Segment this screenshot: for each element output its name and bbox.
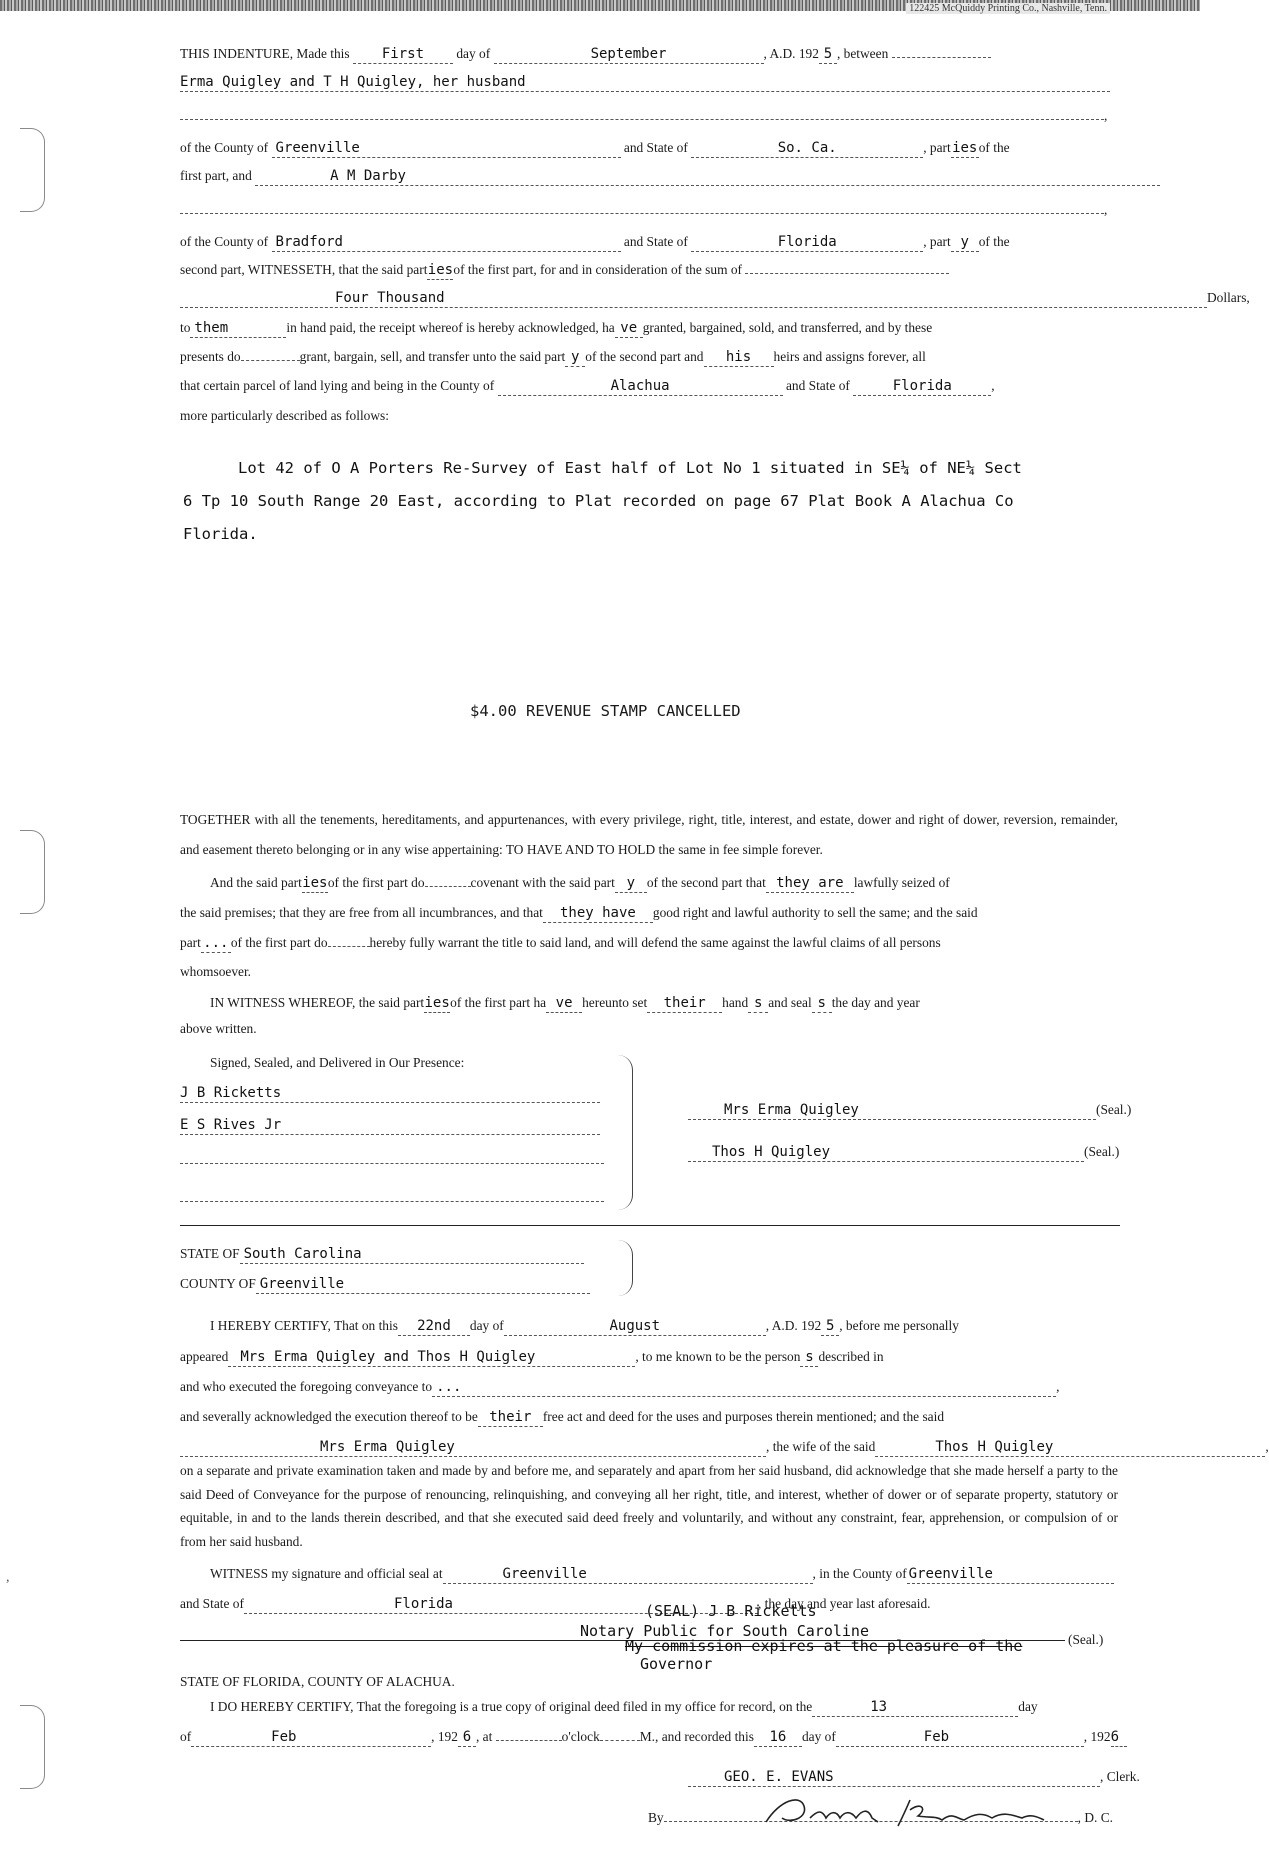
text: that certain parcel of land lying and being in the County of (180, 378, 495, 393)
text: and seal (768, 995, 812, 1010)
text: and State of (785, 378, 850, 393)
grantor-1-signature: Mrs Erma Quigley (688, 1101, 1096, 1120)
their-field: their (647, 994, 722, 1013)
text: day (1018, 1699, 1038, 1714)
punch-hole (20, 830, 45, 914)
filed-day-field: 13 (812, 1698, 1018, 1717)
text: and who executed the foregoing conveyance to (180, 1379, 433, 1394)
section-divider (180, 1225, 1120, 1226)
text: of the second part and (585, 349, 704, 364)
text: STATE OF (180, 1246, 240, 1261)
deputy-clerk-handwritten-signature (760, 1788, 1080, 1830)
text: , (1265, 1439, 1269, 1454)
sum-field: Four Thousand (180, 289, 1207, 308)
seal-label: (Seal.) (1084, 1144, 1120, 1159)
text: THIS INDENTURE, Made this (180, 46, 350, 61)
indenture-line-10 (180, 318, 1118, 340)
they-are-field: they are (766, 874, 854, 893)
county-field: Greenville (272, 139, 621, 158)
ack-line-4 (180, 1407, 1118, 1429)
text: the said premises; that they are free from all incumbrances, and that (180, 905, 543, 920)
text: , at (475, 1729, 493, 1744)
witness-4-line (180, 1188, 610, 1210)
recording-line-1 (210, 1697, 1118, 1719)
indenture-line-13 (180, 406, 1118, 428)
text: Signed, Sealed, and Delivered in Our Presence: (210, 1055, 465, 1070)
ack-day-field: 22nd (398, 1317, 470, 1336)
text: day of (456, 46, 491, 61)
text: I HEREBY CERTIFY, That on this (210, 1318, 398, 1333)
have-suffix-field: ve (546, 994, 582, 1013)
printer-imprint: 122425 McQuiddy Printing Co., Nashville, Tenn. (906, 3, 1110, 14)
text: Dollars, (1207, 290, 1250, 305)
notary-title: Notary Public for South Caroline (580, 1622, 869, 1640)
text: of the first part ha (450, 995, 547, 1010)
text: presents do (180, 349, 241, 364)
ack-witness-line (210, 1564, 1118, 1586)
text: day of (469, 1318, 504, 1333)
text: covenant with the said part (470, 875, 615, 890)
text: and severally acknowledged the execution thereof to be (180, 1409, 478, 1424)
ack-examination-paragraph: on a separate and private examination taken and made by and before me, and separately and apart from her said husband, did acknowledge that she made herself a party to the said Deed of Conveyance for the purpose of renouncing, relinquishing, and conveying all her right, title, and interest, whether of dower or of separate property, statutory or equitable, in and to the lands therein described, and that she executed said deed freely and voluntarily, and without any constraint, fear, apprehension, or compulsion of or from her said husband. (180, 1463, 1118, 1549)
text: of the first part, for and in consideration of the sum of (453, 262, 742, 277)
indenture-line-8 (180, 260, 1118, 282)
habendum-clause: TOGETHER with all the tenements, hereditaments, and appurtenances, with every privilege, right, title, interest, and estate, dower and right of dower, reversion, remainder, and easement thereto belonging or in any wise appertaining: TO HAVE AND TO HOLD the same in fee simple forever. (180, 812, 1118, 857)
text: of the second part that (646, 875, 766, 890)
text: grant, bargain, sell, and transfer unto the said part (299, 349, 566, 364)
presence-line (210, 1053, 1148, 1075)
text: , 192 (431, 1729, 458, 1744)
indenture-line-11 (180, 347, 1118, 369)
text: hereunto set (582, 995, 648, 1010)
text: , Clerk. (1100, 1769, 1140, 1784)
they-have-field: they have (543, 904, 653, 923)
blank-field (180, 119, 1104, 120)
description-line-3: Florida. (183, 525, 258, 543)
party-suffix-field: y (615, 874, 647, 893)
text: hand (722, 995, 749, 1010)
text: , (991, 378, 995, 393)
text: of the (978, 234, 1010, 249)
ack-names-field: Mrs Erma Quigley and Thos H Quigley (228, 1348, 635, 1367)
wife-field: Mrs Erma Quigley (180, 1438, 766, 1457)
witness-1-line (180, 1083, 610, 1105)
covenant-line-1 (210, 873, 1118, 895)
text: granted, bargained, sold, and transferred, and by these (642, 320, 933, 335)
heirs-field: his (704, 348, 774, 367)
witness-whereof-line (210, 993, 1118, 1015)
blank-field (425, 886, 471, 887)
ack-line-3 (180, 1377, 1118, 1399)
conveyee-field: ... (432, 1378, 1056, 1397)
blank-field (180, 1201, 604, 1202)
text: whomsoever. (180, 964, 252, 979)
ack-county-field: Greenville (256, 1275, 590, 1294)
witness-2-field: E S Rives Jr (180, 1116, 600, 1135)
indenture-line-7 (180, 232, 1118, 254)
text: of the first part do (327, 875, 425, 890)
ack-state-line (180, 1244, 610, 1266)
day-field: First (353, 45, 453, 64)
text: of the first part do (230, 935, 328, 950)
party-suffix-field: ies (424, 995, 450, 1011)
indenture-line-2 (180, 72, 1118, 94)
recorded-year-field: 6 (1111, 1728, 1127, 1747)
text: , in the County of (812, 1566, 907, 1581)
text: described in (818, 1349, 884, 1364)
ack-line-5 (180, 1437, 1269, 1459)
text: appeared (180, 1349, 229, 1364)
punch-hole (20, 1705, 45, 1789)
ack-bracket (618, 1240, 633, 1296)
recorded-month-field: Feb (836, 1728, 1084, 1747)
text: , to me known to be the person (635, 1349, 801, 1364)
seal-label: (Seal.) (1068, 1632, 1104, 1647)
clerk-name-field: GEO. E. EVANS (688, 1768, 1100, 1787)
ack-county-line (180, 1274, 610, 1296)
text: first part, and (180, 168, 252, 183)
legal-description (183, 452, 1118, 551)
notary-signature: (SEAL) J B Ricketts (645, 1602, 817, 1620)
filed-year-field: 6 (458, 1728, 476, 1747)
text: hereby fully warrant the title to said land, and will defend the same against the lawful claims of all persons (369, 935, 941, 950)
text: , between (836, 46, 889, 61)
seal-label: (Seal.) (1096, 1102, 1132, 1117)
text: M., and recorded this (639, 1729, 754, 1744)
text: And the said part (210, 875, 302, 890)
grantors-field: Erma Quigley and T H Quigley, her husband (180, 73, 1110, 92)
text: and State of (180, 1596, 244, 1611)
text: COUNTY OF (180, 1276, 256, 1291)
text: of (180, 1729, 192, 1744)
text: of the County of (180, 234, 269, 249)
plural-suffix-field: s (748, 994, 768, 1013)
revenue-stamp-note: $4.00 REVENUE STAMP CANCELLED (470, 702, 741, 720)
text: , the wife of the said (766, 1439, 876, 1454)
covenant-line-4 (180, 962, 1118, 984)
filed-month-field: Feb (191, 1728, 431, 1747)
indenture-line-6: , (180, 200, 1118, 222)
plural-suffix-field: s (800, 1348, 818, 1367)
recording-heading (180, 1672, 1118, 1694)
clerk-line (688, 1767, 1140, 1789)
text: and State of (623, 140, 688, 155)
text: By (648, 1810, 664, 1825)
text: , part (923, 234, 951, 249)
party-suffix-field: ies (952, 140, 978, 156)
description-line-2: 6 Tp 10 South Range 20 East, according to Plat recorded on page 67 Plat Book A Alachua Co (183, 492, 1014, 510)
ack-state-of-field: Florida (244, 1595, 758, 1614)
indenture-line-9 (180, 288, 1250, 310)
text: lawfully seized of (853, 875, 950, 890)
text: I DO HEREBY CERTIFY, That the foregoing is a true copy of original deed filed in my office for record, on the (210, 1699, 813, 1714)
text: heirs and assigns forever, all (773, 349, 926, 364)
indenture-line-5 (180, 166, 1118, 188)
plural-suffix-field: s (812, 994, 832, 1013)
commission-governor: Governor (640, 1655, 713, 1673)
description-line-1: Lot 42 of O A Porters Re-Survey of East half of Lot No 1 situated in SE¼ of NE¼ Sect (238, 459, 1022, 477)
recording-line-2 (180, 1727, 1118, 1749)
text: STATE OF FLORIDA, COUNTY OF ALACHUA. (180, 1674, 455, 1689)
covenant-line-3 (180, 933, 1118, 955)
notary-seal-line (1068, 1630, 1128, 1652)
ack-line-1 (210, 1316, 1118, 1338)
state-field: Florida (691, 233, 923, 252)
witness-place-field: Greenville (443, 1565, 813, 1584)
text: , before me personally (839, 1318, 959, 1333)
text: and State of (623, 234, 688, 249)
witness-3-line (180, 1150, 610, 1172)
text: the day and year (831, 995, 920, 1010)
party-suffix-field: ies (427, 262, 454, 278)
text: , A.D. 192 (765, 1318, 822, 1333)
text: , part (923, 140, 951, 155)
text: second part, WITNESSETH, that the said part (180, 262, 428, 277)
grantee-field: A M Darby (255, 167, 1160, 186)
grantor-2-line (688, 1142, 1118, 1164)
text: of the County of (180, 140, 269, 155)
indenture-line-3: , (180, 106, 1118, 128)
their-field: their (478, 1408, 543, 1427)
ack-month-field: August (504, 1317, 766, 1336)
blank-field (180, 213, 1104, 214)
text: o'clock (561, 1729, 600, 1744)
ack-state-field: South Carolina (240, 1245, 584, 1264)
blank-field (496, 1740, 562, 1741)
commission-strikethrough: My commission expires at the pleasure of the (625, 1637, 1023, 1655)
punch-hole (20, 128, 45, 212)
county-field: Bradford (272, 233, 621, 252)
text: to (180, 320, 191, 335)
recorded-day-field: 16 (754, 1728, 802, 1747)
indenture-line-4 (180, 138, 1118, 160)
text: IN WITNESS WHEREOF, the said part (210, 995, 425, 1010)
text: , the day and year last aforesaid. (757, 1596, 931, 1611)
above-written-line (180, 1019, 1118, 1041)
party-suffix-field: y (951, 233, 979, 252)
text: WITNESS my signature and official seal at (210, 1566, 443, 1581)
text: , A.D. 192 (763, 46, 819, 61)
text: part (180, 935, 201, 950)
blank-field (241, 360, 300, 361)
party-suffix-field: ies (302, 875, 328, 891)
blank-field (892, 57, 991, 58)
text: , 192 (1083, 1729, 1111, 1744)
month-field: September (494, 45, 764, 64)
indenture-line-12 (180, 376, 1118, 398)
dots-field: ... (201, 934, 231, 953)
party-suffix-field: y (565, 348, 585, 367)
covenant-line-2 (180, 903, 1118, 925)
text: more particularly described as follows: (180, 408, 389, 423)
witness-2-line (180, 1115, 610, 1137)
text: in hand paid, the receipt whereof is hereby acknowledged, ha (286, 320, 615, 335)
indenture-line-1 (180, 44, 1118, 66)
grantor-1-line (688, 1100, 1132, 1122)
witness-1-field: J B Ricketts (180, 1084, 600, 1103)
signature-bracket (618, 1055, 633, 1210)
text: , D. C. (1077, 1810, 1113, 1825)
margin-mark: , (6, 1570, 10, 1585)
text: good right and lawful authority to sell the same; and the said (652, 905, 978, 920)
county-field: Alachua (498, 377, 783, 396)
text: above written. (180, 1021, 257, 1036)
text: , (1056, 1379, 1060, 1394)
grantor-2-signature: Thos H Quigley (688, 1143, 1084, 1162)
text: free act and deed for the uses and purposes therein mentioned; and the said (542, 1409, 945, 1424)
state-field: Florida (853, 377, 991, 396)
paid-to-field: them (190, 319, 286, 338)
text: of the (978, 140, 1010, 155)
blank-field (745, 273, 949, 274)
ack-line-2 (180, 1347, 1118, 1369)
state-field: So. Ca. (691, 139, 923, 158)
ack-year-field: 5 (821, 1317, 839, 1336)
witness-county-field: Greenville (907, 1565, 1114, 1584)
blank-field (180, 1163, 604, 1164)
blank-field (328, 946, 370, 947)
text: day of (801, 1729, 836, 1744)
year-field: 5 (819, 45, 837, 64)
husband-field: Thos H Quigley (875, 1438, 1265, 1457)
blank-field (600, 1740, 640, 1741)
have-suffix-field: ve (615, 319, 643, 338)
